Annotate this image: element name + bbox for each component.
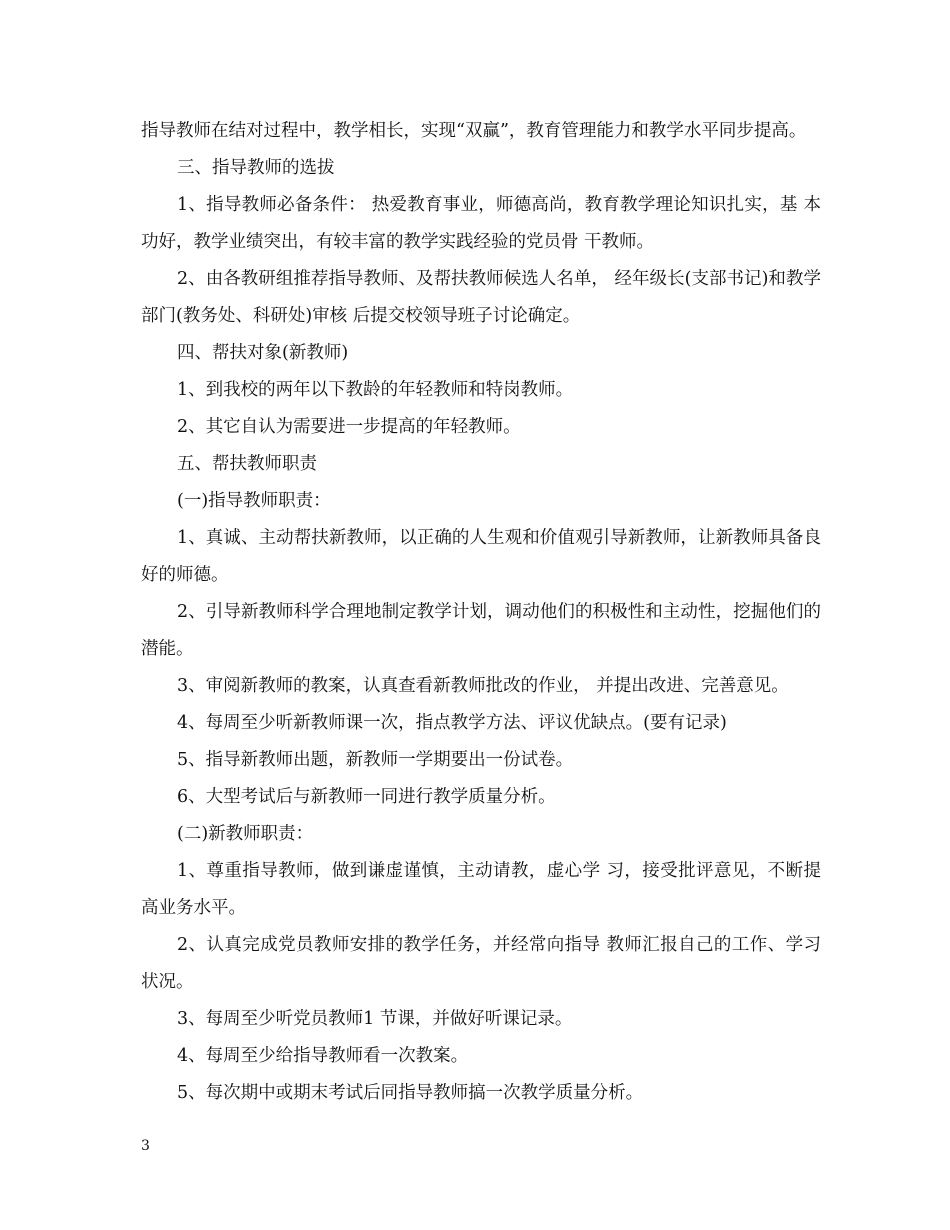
- paragraph-18: 3、每周至少听党员教师1 节课，并做好听课记录。: [177, 1009, 573, 1029]
- paragraph-19: 4、每周至少给指导教师看一次教案。: [177, 1046, 469, 1066]
- paragraph-5: 1、到我校的两年以下教龄的年轻教师和特岗教师。: [177, 380, 574, 400]
- paragraph-9: 1、真诚、主动帮扶新教师，以正确的人生观和价值观引导新教师，让新教师具备良好的师德。: [141, 528, 821, 585]
- paragraph-17: 2、认真完成党员教师安排的教学任务，并经常向指导 教师汇报自己的工作、学习状况。: [141, 935, 821, 992]
- paragraph-12: 4、每周至少听新教师课一次，指点教学方法、评议优缺点。(要有记录): [177, 713, 727, 733]
- page-number: 3: [141, 1138, 150, 1154]
- document-body: [141, 113, 821, 1112]
- section-heading-4: 四、帮扶对象(新教师): [177, 343, 349, 363]
- paragraph-11: 3、审阅新教师的教案，认真查看新教师批改的作业， 并提出改进、完善意见。: [177, 676, 789, 696]
- paragraph-20: 5、每次期中或期末考试后同指导教师搞一次教学质量分析。: [177, 1083, 644, 1103]
- paragraph-0: 指导教师在结对过程中，教学相长，实现“双赢”，教育管理能力和教学水平同步提高。: [141, 121, 807, 141]
- paragraph-14: 6、大型考试后与新教师一同进行教学质量分析。: [177, 787, 556, 807]
- paragraph-2: 1、指导教师必备条件： 热爱教育事业，师德高尚，教育教学理论知识扎实，基 本功好，教学业绩突出，有较丰富的教学实践经验的党员骨 干教师。: [141, 195, 821, 252]
- paragraph-10: 2、引导新教师科学合理地制定教学计划，调动他们的积极性和主动性，挖掘他们的潜能。: [141, 602, 821, 659]
- subsection-heading-2: (二)新教师职责：: [177, 824, 314, 844]
- subsection-heading-1: (一)指导教师职责：: [177, 491, 331, 511]
- paragraph-16: 1、尊重指导教师，做到谦虚谨慎，主动请教，虚心学 习，接受批评意见，不断提高业务水平。: [141, 861, 821, 918]
- paragraph-13: 5、指导新教师出题，新教师一学期要出一份试卷。: [177, 750, 574, 770]
- paragraph-6: 2、其它自认为需要进一步提高的年轻教师。: [177, 417, 521, 437]
- paragraph-3: 2、由各教研组推荐指导教师、及帮扶教师候选人名单， 经年级长(支部书记)和教学部门(教务处、科研处)审核 后提交校领导班子讨论确定。: [141, 269, 821, 326]
- section-heading-5: 五、帮扶教师职责: [177, 454, 317, 474]
- section-heading-3: 三、指导教师的选拔: [177, 158, 335, 178]
